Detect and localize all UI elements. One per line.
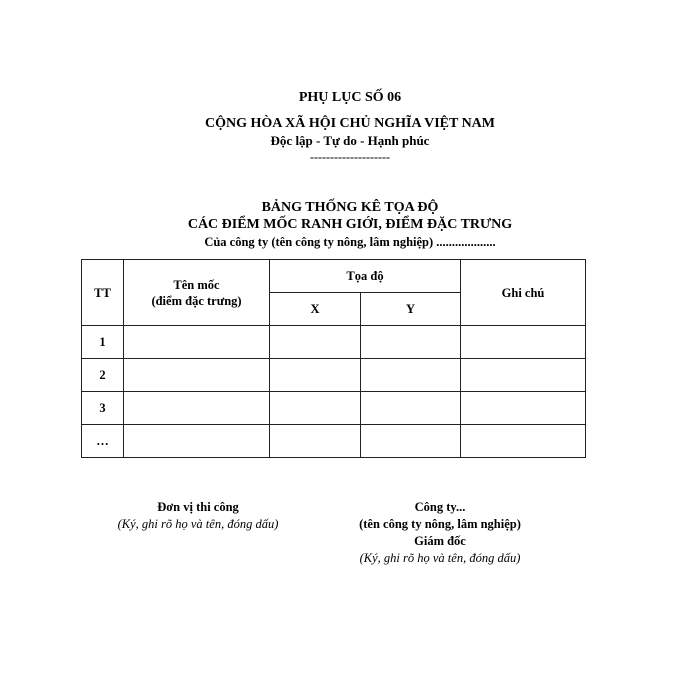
cell-x xyxy=(270,359,361,392)
national-title: CỘNG HÒA XÃ HỘI CHỦ NGHĨA VIỆT NAM xyxy=(204,116,495,131)
cell-y xyxy=(361,359,461,392)
header-note: Ghi chú xyxy=(461,260,586,326)
row-number: … xyxy=(82,425,124,458)
cell-marker-name xyxy=(124,392,270,425)
cell-x xyxy=(270,392,361,425)
company-title: Công ty... xyxy=(414,500,466,514)
header-y: Y xyxy=(361,293,461,326)
row-number: 2 xyxy=(82,359,124,392)
cell-y xyxy=(361,326,461,359)
cell-note xyxy=(461,392,586,425)
table-header-row xyxy=(82,260,586,293)
appendix-number: PHỤ LỤC SỐ 06 xyxy=(298,90,402,105)
document-title-line1: BẢNG THỐNG KÊ TỌA ĐỘ xyxy=(261,200,439,215)
cell-marker-name xyxy=(124,326,270,359)
header-coordinates: Tọa độ xyxy=(270,260,461,293)
coordinates-table xyxy=(81,259,586,458)
cell-note xyxy=(461,425,586,458)
cell-x xyxy=(270,326,361,359)
national-motto: Độc lập - Tự do - Hạnh phúc xyxy=(270,133,430,148)
table-row xyxy=(82,359,586,392)
header-marker-name-line1: Tên mốc xyxy=(173,277,220,292)
contractor-sign-note: (Ký, ghi rõ họ và tên, đóng dấu) xyxy=(117,517,279,531)
cell-marker-name xyxy=(124,425,270,458)
row-number: 1 xyxy=(82,326,124,359)
director-role: Giám đốc xyxy=(414,534,466,548)
document-subtitle: Của công ty (tên công ty nông, lâm nghiệp) ................... xyxy=(204,235,496,249)
table-row xyxy=(82,392,586,425)
header-marker-name xyxy=(124,260,270,326)
row-number: 3 xyxy=(82,392,124,425)
header-marker-name-line2: (điểm đặc trưng) xyxy=(151,293,242,308)
document-title-line2: CÁC ĐIỂM MỐC RANH GIỚI, ĐIỂM ĐẶC TRƯNG xyxy=(187,217,513,232)
cell-x xyxy=(270,425,361,458)
cell-note xyxy=(461,326,586,359)
cell-y xyxy=(361,392,461,425)
contractor-title: Đơn vị thi công xyxy=(157,500,239,514)
signature-block-company xyxy=(340,499,540,567)
cell-marker-name xyxy=(124,359,270,392)
table-row xyxy=(82,326,586,359)
header-x: X xyxy=(270,293,361,326)
company-name-placeholder: (tên công ty nông, lâm nghiệp) xyxy=(359,517,521,531)
header-divider: -------------------- xyxy=(310,150,390,164)
signature-block-contractor xyxy=(108,499,288,533)
table-row xyxy=(82,425,586,458)
cell-note xyxy=(461,359,586,392)
cell-y xyxy=(361,425,461,458)
header-tt: TT xyxy=(82,260,124,326)
company-sign-note: (Ký, ghi rõ họ và tên, đóng dấu) xyxy=(359,551,521,565)
